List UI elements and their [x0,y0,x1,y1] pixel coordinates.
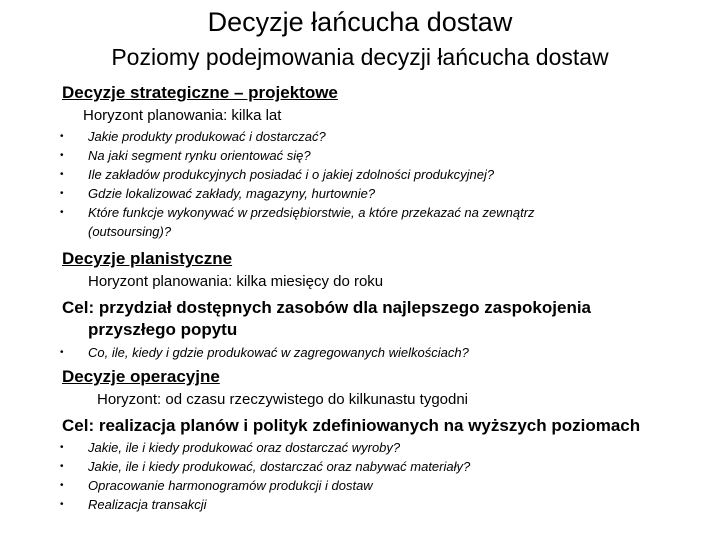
list-item: • Jakie, ile i kiedy produkować, dostarczać oraz nabywać materiały? [60,459,471,474]
bullet-icon: • [60,461,64,472]
operational-list [60,438,470,514]
list-item: • Ile zakładów produkcyjnych posiadać i o jakiej zdolności produkcyjnej? [60,167,495,182]
slide-subtitle: Poziomy podejmowania decyzji łańcucha dostaw [111,44,609,70]
bullet-icon: • [60,207,64,218]
slide-title: Decyzje łańcucha dostaw [207,7,513,37]
list-item: • Jakie produkty produkować i dostarczać? [60,129,326,144]
strategic-heading: Decyzje strategiczne – projektowe [62,83,338,102]
list-item-continuation: (outsoursing)? [88,224,172,239]
bullet-icon: • [60,131,64,142]
list-item: • Które funkcje wykonywać w przedsiębiorstwie, a które przekazać na zewnątrz [60,205,535,220]
bullet-icon: • [60,347,64,358]
tactical-goal-line1: Cel: przydział dostępnych zasobów dla najlepszego zaspokojenia [62,298,592,317]
strategic-list [60,127,535,241]
list-item: • Opracowanie harmonogramów produkcji i dostaw [60,478,373,493]
bullet-icon: • [60,169,64,180]
operational-heading: Decyzje operacyjne [62,367,220,386]
bullet-icon: • [60,442,64,453]
list-item: • Na jaki segment rynku orientować się? [60,148,311,163]
operational-goal: Cel: realizacja planów i polityk zdefiniowanych na wyższych poziomach [62,416,641,435]
list-item: • Gdzie lokalizować zakłady, magazyny, hurtownie? [60,186,376,201]
tactical-heading: Decyzje planistyczne [62,249,233,268]
bullet-icon: • [60,480,64,491]
tactical-horizon: Horyzont planowania: kilka miesięcy do roku [88,273,384,290]
list-item: • Realizacja transakcji [60,497,207,512]
bullet-icon: • [60,150,64,161]
list-item: • Co, ile, kiedy i gdzie produkować w zagregowanych wielkościach? [60,345,469,360]
operational-horizon: Horyzont: od czasu rzeczywistego do kilkunastu tygodni [97,391,469,408]
list-item: • Jakie, ile i kiedy produkować oraz dostarczać wyroby? [60,440,401,455]
bullet-icon: • [60,188,64,199]
strategic-horizon: Horyzont planowania: kilka lat [83,107,282,124]
bullet-icon: • [60,499,64,510]
tactical-list [60,343,469,362]
tactical-goal-line2: przyszłego popytu [88,320,238,339]
